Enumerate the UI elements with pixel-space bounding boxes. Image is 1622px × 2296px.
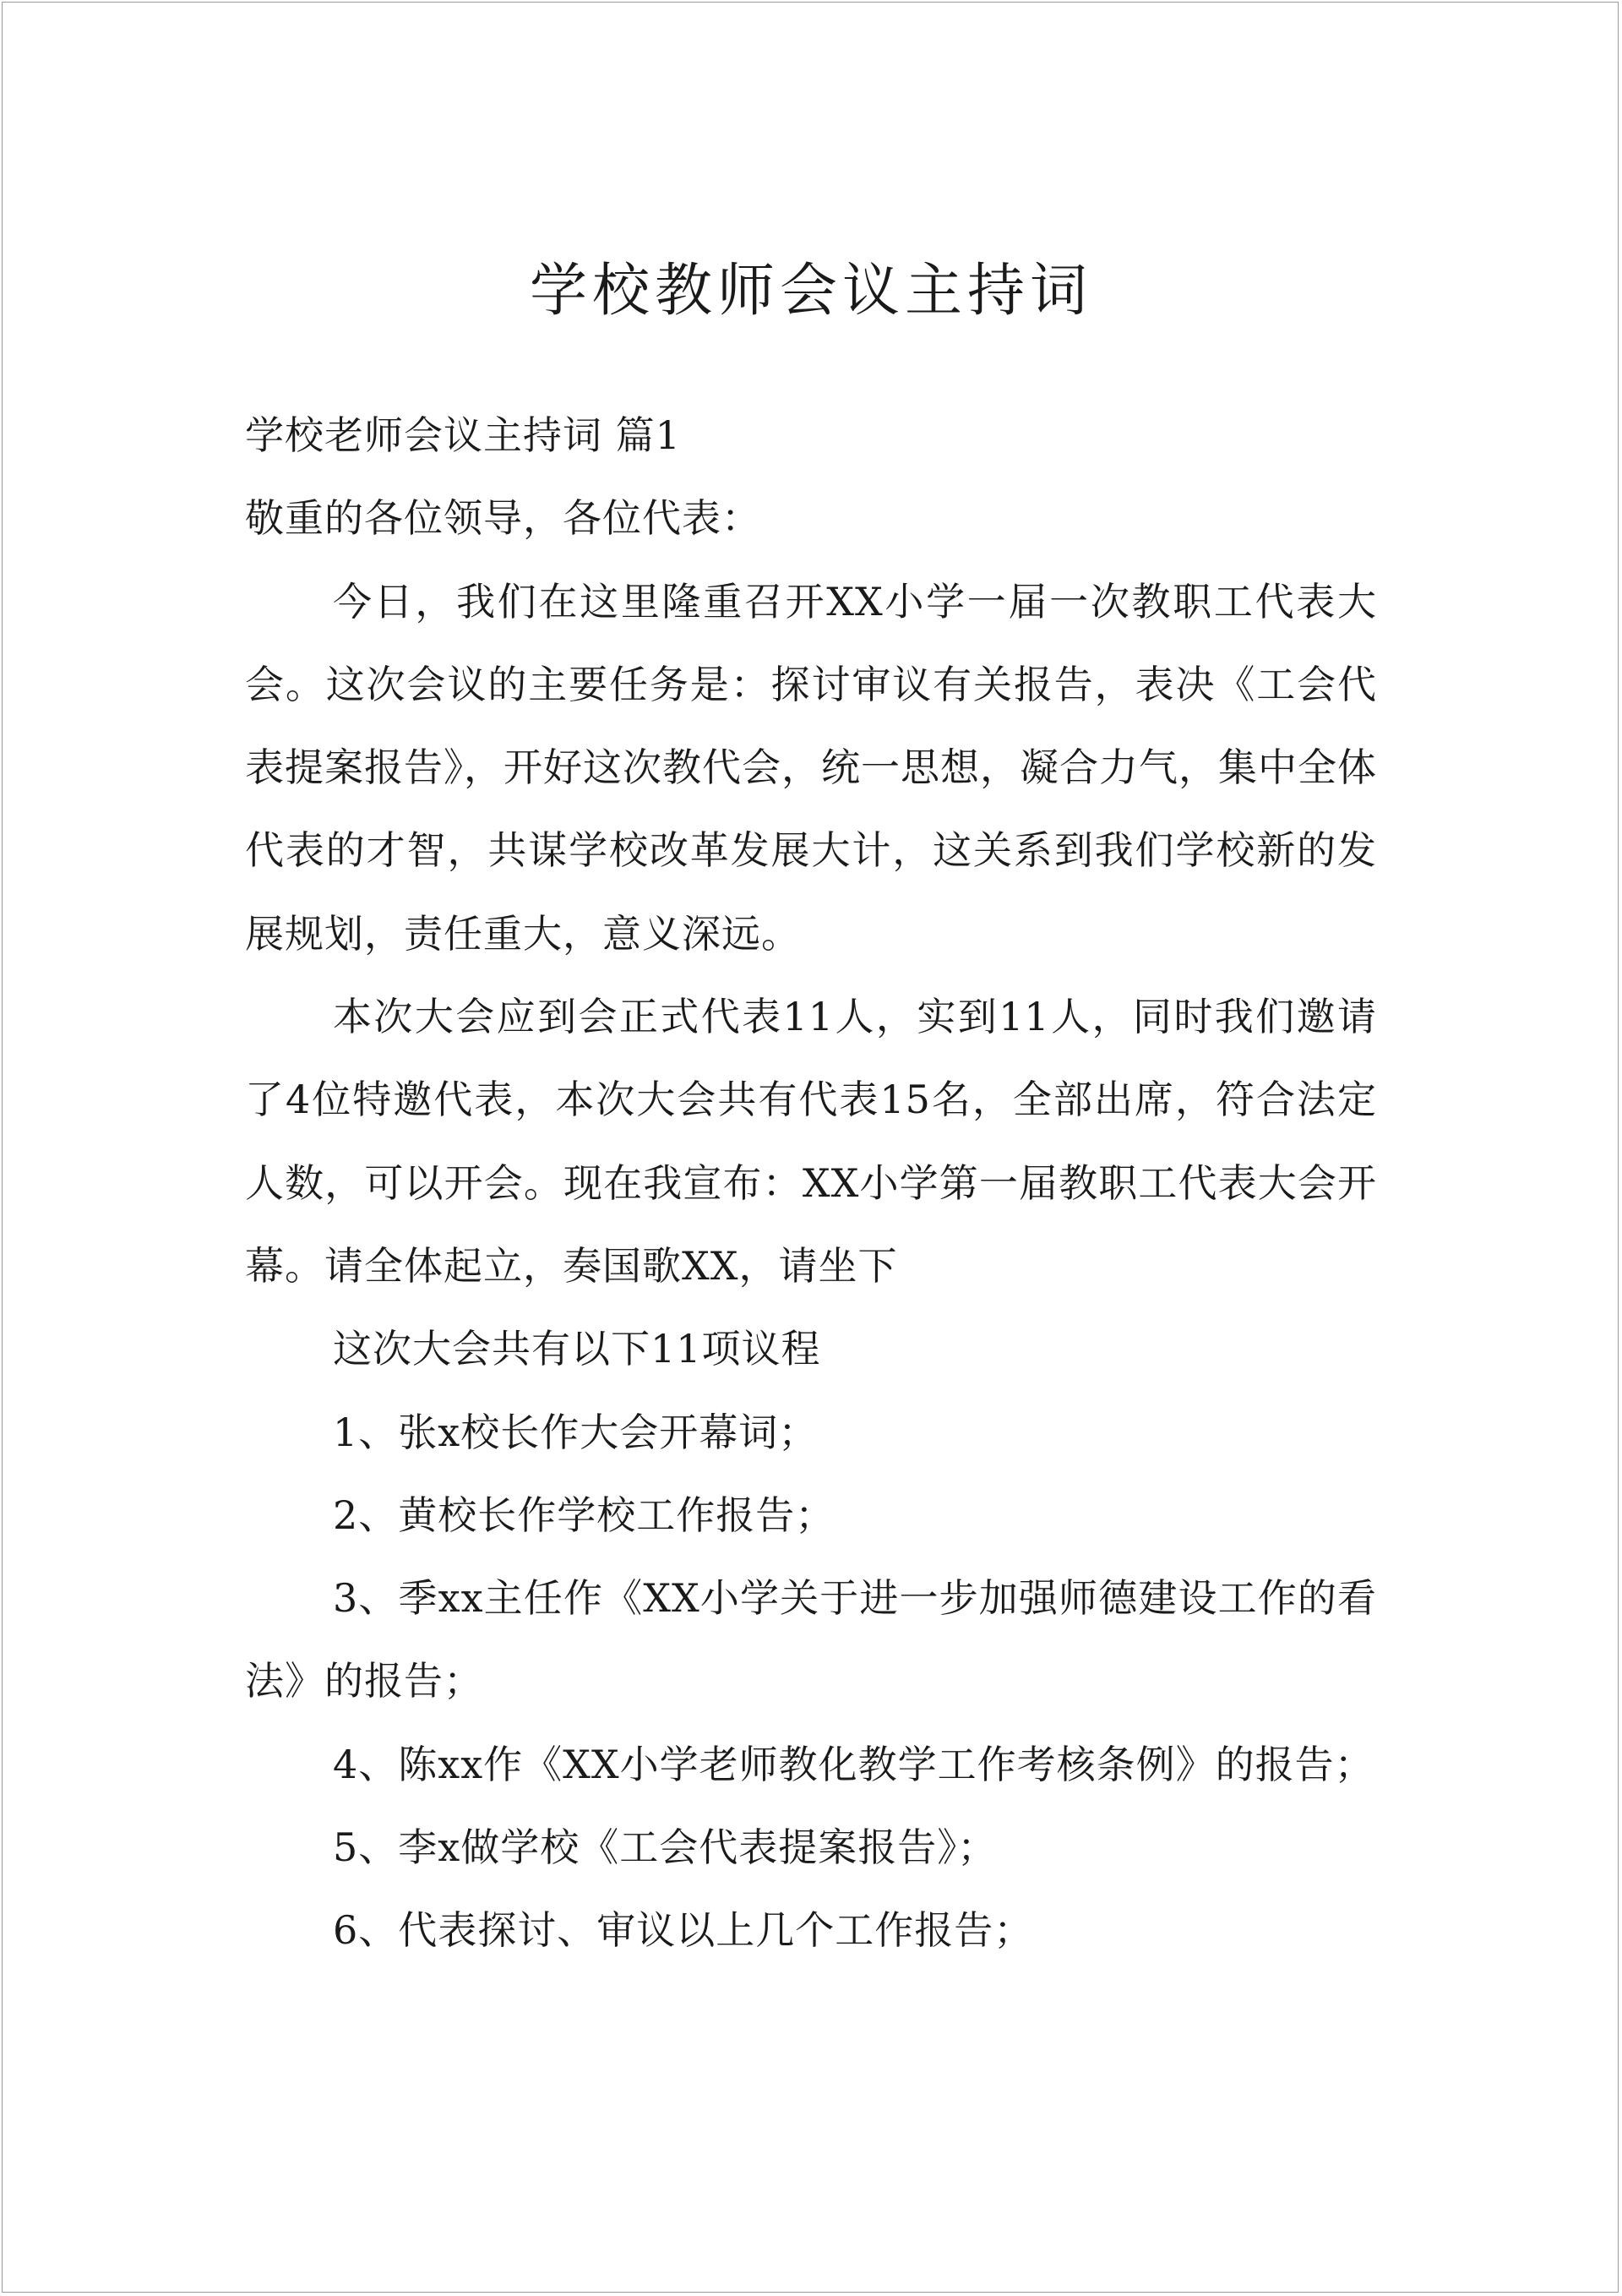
paragraph-attendance: 本次大会应到会正式代表11人，实到11人，同时我们邀请了4位特邀代表，本次大会共有代表15名，全部出席，符合法定人数，可以开会。现在我宣布：XX小学第一届教职工代表大会开幕。请全体起立，奏国歌XX，请坐下 <box>245 994 1377 1289</box>
agenda-item: 5、李x做学校《工会代表提案报告》； <box>333 1824 998 1871</box>
paragraph-agenda-intro: 这次大会共有以下11项议程 <box>333 1326 821 1372</box>
document-title: 学校教师会议主持词 <box>529 258 1092 324</box>
document-body <box>245 394 1377 1972</box>
agenda-item: 6、代表探讨、审议以上几个工作报告； <box>333 1907 1034 1954</box>
section-heading: 学校老师会议主持词 篇1 <box>245 412 681 458</box>
agenda-item: 4、陈xx作《XX小学老师教化教学工作考核条例》的报告； <box>333 1741 1374 1787</box>
agenda-item: 3、季xx主任作《XX小学关于进一步加强师德建设工作的看法》的报告； <box>245 1575 1377 1704</box>
salutation: 敬重的各位领导，各位代表： <box>245 495 761 542</box>
agenda-item: 2、黄校长作学校工作报告； <box>333 1492 835 1538</box>
paragraph-opening: 今日，我们在这里隆重召开XX小学一届一次教职工代表大会。这次会议的主要任务是：探讨审议有关报告，表决《工会代表提案报告》，开好这次教代会，统一思想，凝合力气，集中全体代表的才智，共谋学校改革发展大计，这关系到我们学校新的发展规划，责任重大，意义深远。 <box>245 578 1377 957</box>
agenda-item: 1、张x校长作大会开幕词； <box>333 1409 819 1455</box>
